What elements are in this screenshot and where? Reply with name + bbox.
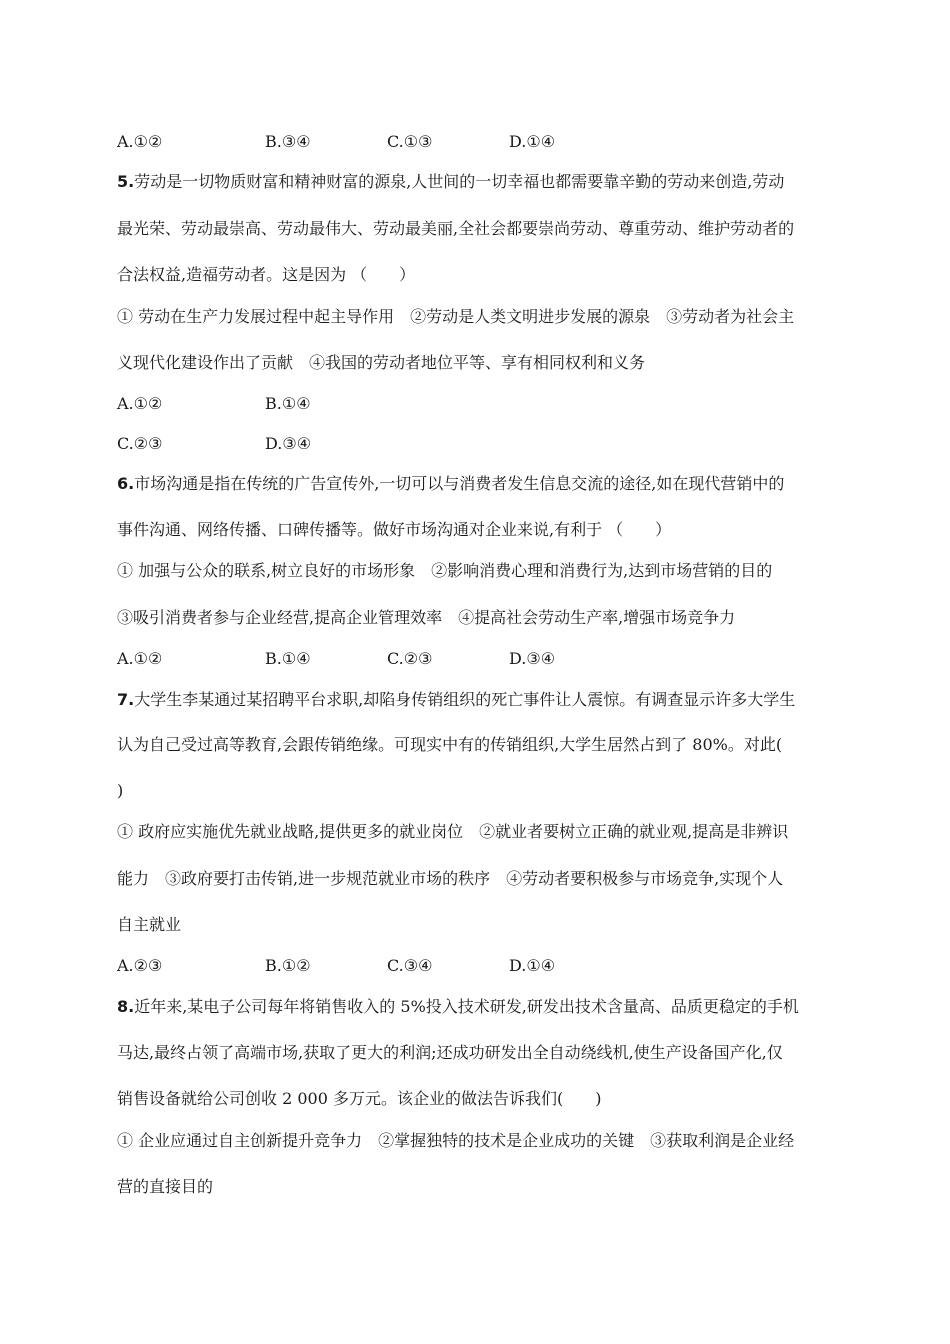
q7-statement-line-1: ① 政府应实施优先就业战略,提供更多的就业岗位 ②就业者要树立正确的就业观,提高是非辨识: [117, 822, 789, 841]
q5-stem-line-2: 最光荣、劳动最崇高、劳动最伟大、劳动最美丽,全社会都要崇尚劳动、尊重劳动、维护劳动者的: [117, 219, 795, 238]
q6-option-c: C.②③: [387, 649, 433, 668]
q4-option-b: B.③④: [265, 132, 311, 151]
q7-number: 7.: [117, 690, 135, 709]
q7-option-d: D.①④: [509, 956, 556, 975]
q4-option-d: D.①④: [509, 132, 556, 151]
q6-number: 6.: [117, 474, 135, 493]
q6-option-a: A.①②: [117, 649, 163, 668]
q6-statement-line-2: ③吸引消费者参与企业经营,提高企业管理效率 ④提高社会劳动生产率,增强市场竞争力: [117, 608, 736, 627]
q7-option-a: A.②③: [117, 956, 163, 975]
q7-statement-line-2: 能力 ③政府要打击传销,进一步规范就业市场的秩序 ④劳动者要积极参与市场竞争,实现个人: [117, 869, 784, 888]
q6-option-d: D.③④: [509, 649, 556, 668]
q5-stem-line-1: 5.劳动是一切物质财富和精神财富的源泉,人世间的一切幸福也都需要靠辛勤的劳动来创造,劳动: [117, 172, 785, 191]
q6-stem-line-1: 6.市场沟通是指在传统的广告宣传外,一切可以与消费者发生信息交流的途径,如在现代营销中的: [117, 474, 785, 493]
q8-stem-line-3: 销售设备就给公司创收 2 000 多万元。该企业的做法告诉我们( ): [117, 1089, 602, 1108]
q7-stem-line-2: 认为自己受过高等教育,会跟传销绝缘。可现实中有的传销组织,大学生居然占到了 80%。对此(: [117, 735, 783, 754]
q7-option-b: B.①②: [265, 956, 311, 975]
q6-option-b: B.①④: [265, 649, 311, 668]
q5-number: 5.: [117, 172, 135, 191]
q5-statement-line-2: 义现代化建设作出了贡献 ④我国的劳动者地位平等、享有相同权利和义务: [117, 353, 646, 372]
q4-option-c: C.①③: [387, 132, 433, 151]
q6-stem-line-2: 事件沟通、网络传播、口碑传播等。做好市场沟通对企业来说,有利于 （ ）: [117, 520, 672, 539]
q7-statement-line-3: 自主就业: [117, 915, 182, 934]
q8-number: 8.: [117, 997, 135, 1016]
q5-option-b: B.①④: [265, 394, 311, 413]
q4-option-a: A.①②: [117, 132, 163, 151]
q5-statement-line-1: ① 劳动在生产力发展过程中起主导作用 ②劳动是人类文明进步发展的源泉 ③劳动者为社会主: [117, 307, 795, 326]
q6-statement-line-1: ① 加强与公众的联系,树立良好的市场形象 ②影响消费心理和消费行为,达到市场营销的目的: [117, 561, 773, 580]
q7-stem-line-1: 7.大学生李某通过某招聘平台求职,却陷身传销组织的死亡事件让人震惊。有调查显示许多大学生: [117, 690, 796, 709]
q8-stem-line-1: 8.近年来,某电子公司每年将销售收入的 5%投入技术研发,研发出技术含量高、品质更稳定的手机: [117, 997, 799, 1016]
q5-option-d: D.③④: [265, 434, 312, 453]
q7-stem-line-3: ): [117, 781, 124, 800]
q5-option-c: C.②③: [117, 434, 163, 453]
q8-stem-line-2: 马达,最终占领了高端市场,获取了更大的利润;还成功研发出全自动绕线机,使生产设备国产化,仅: [117, 1043, 783, 1062]
q5-option-a: A.①②: [117, 394, 163, 413]
q8-statement-line-2: 营的直接目的: [117, 1177, 214, 1196]
q5-stem-line-3: 合法权益,造福劳动者。这是因为 （ ）: [117, 265, 416, 284]
q7-option-c: C.③④: [387, 956, 433, 975]
q8-statement-line-1: ① 企业应通过自主创新提升竞争力 ②掌握独特的技术是企业成功的关键 ③获取利润是企业经: [117, 1131, 795, 1150]
